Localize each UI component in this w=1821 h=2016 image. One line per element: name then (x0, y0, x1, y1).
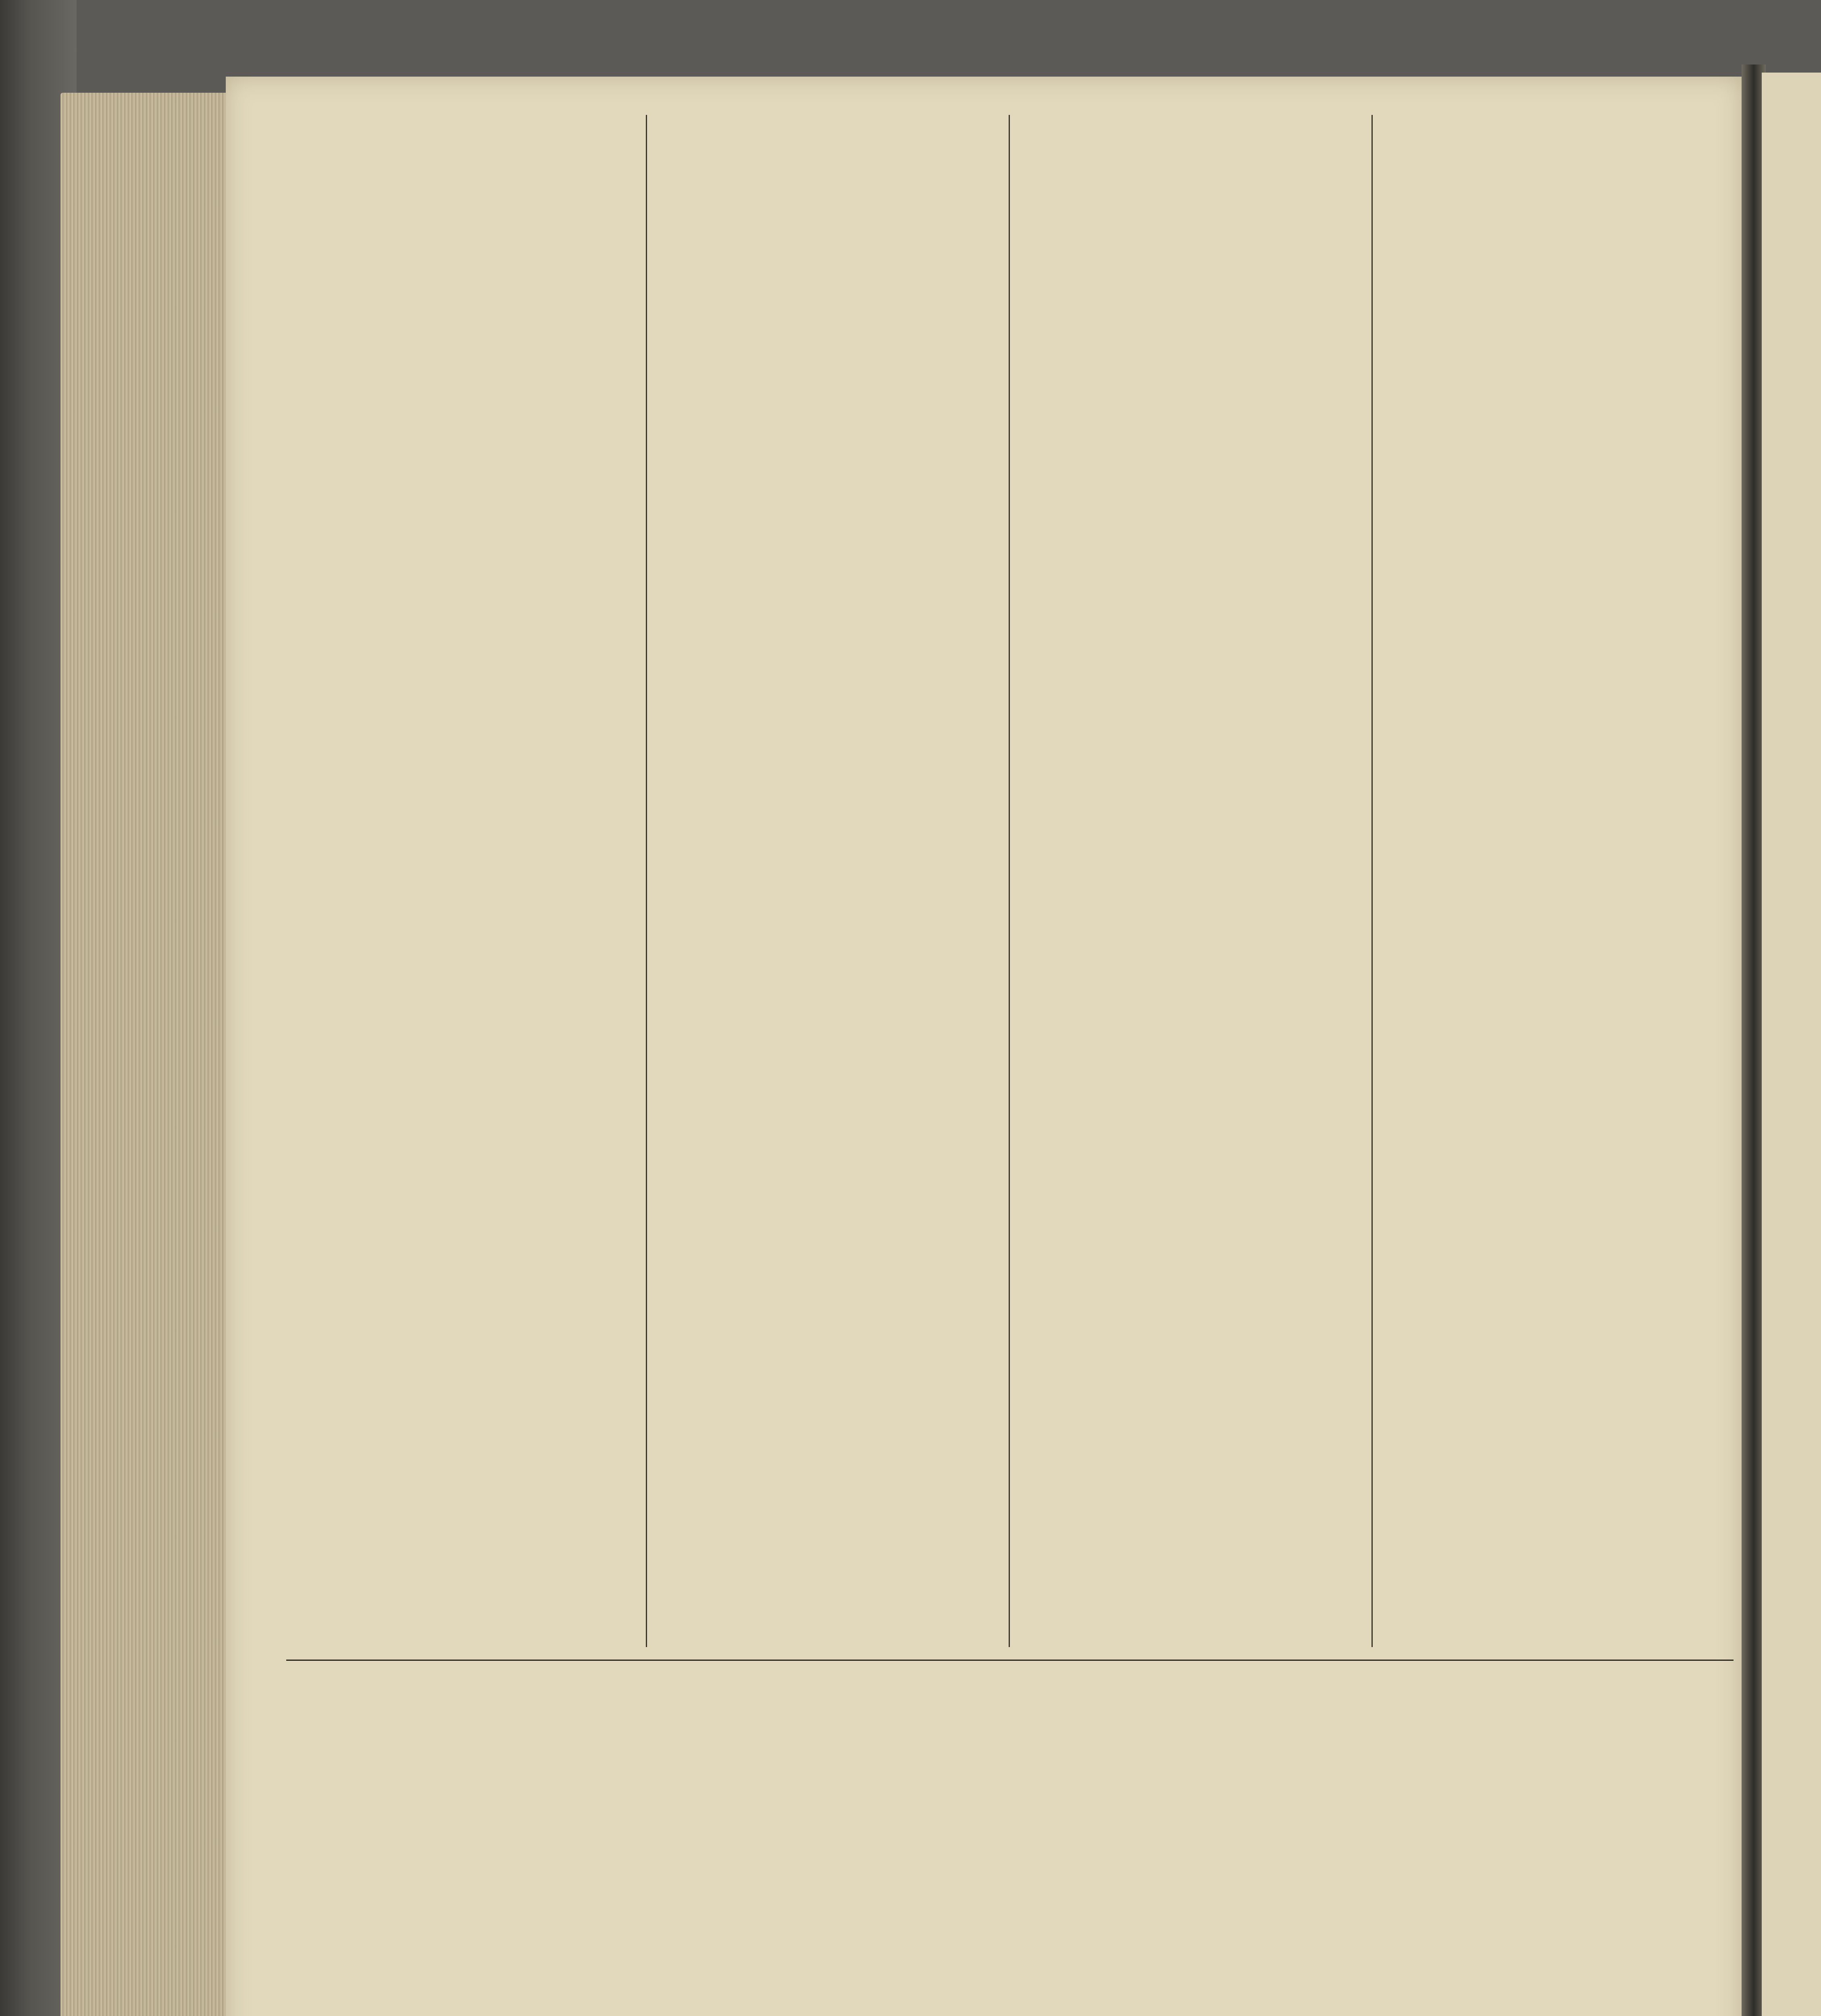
column-rule (1009, 115, 1010, 1647)
column-rule (1371, 115, 1373, 1647)
section-divider (286, 1660, 1734, 1661)
facing-page-edge (1762, 73, 1821, 2016)
page-edges (60, 93, 238, 2016)
column-rule (646, 115, 647, 1647)
newspaper-page (226, 77, 1742, 2016)
